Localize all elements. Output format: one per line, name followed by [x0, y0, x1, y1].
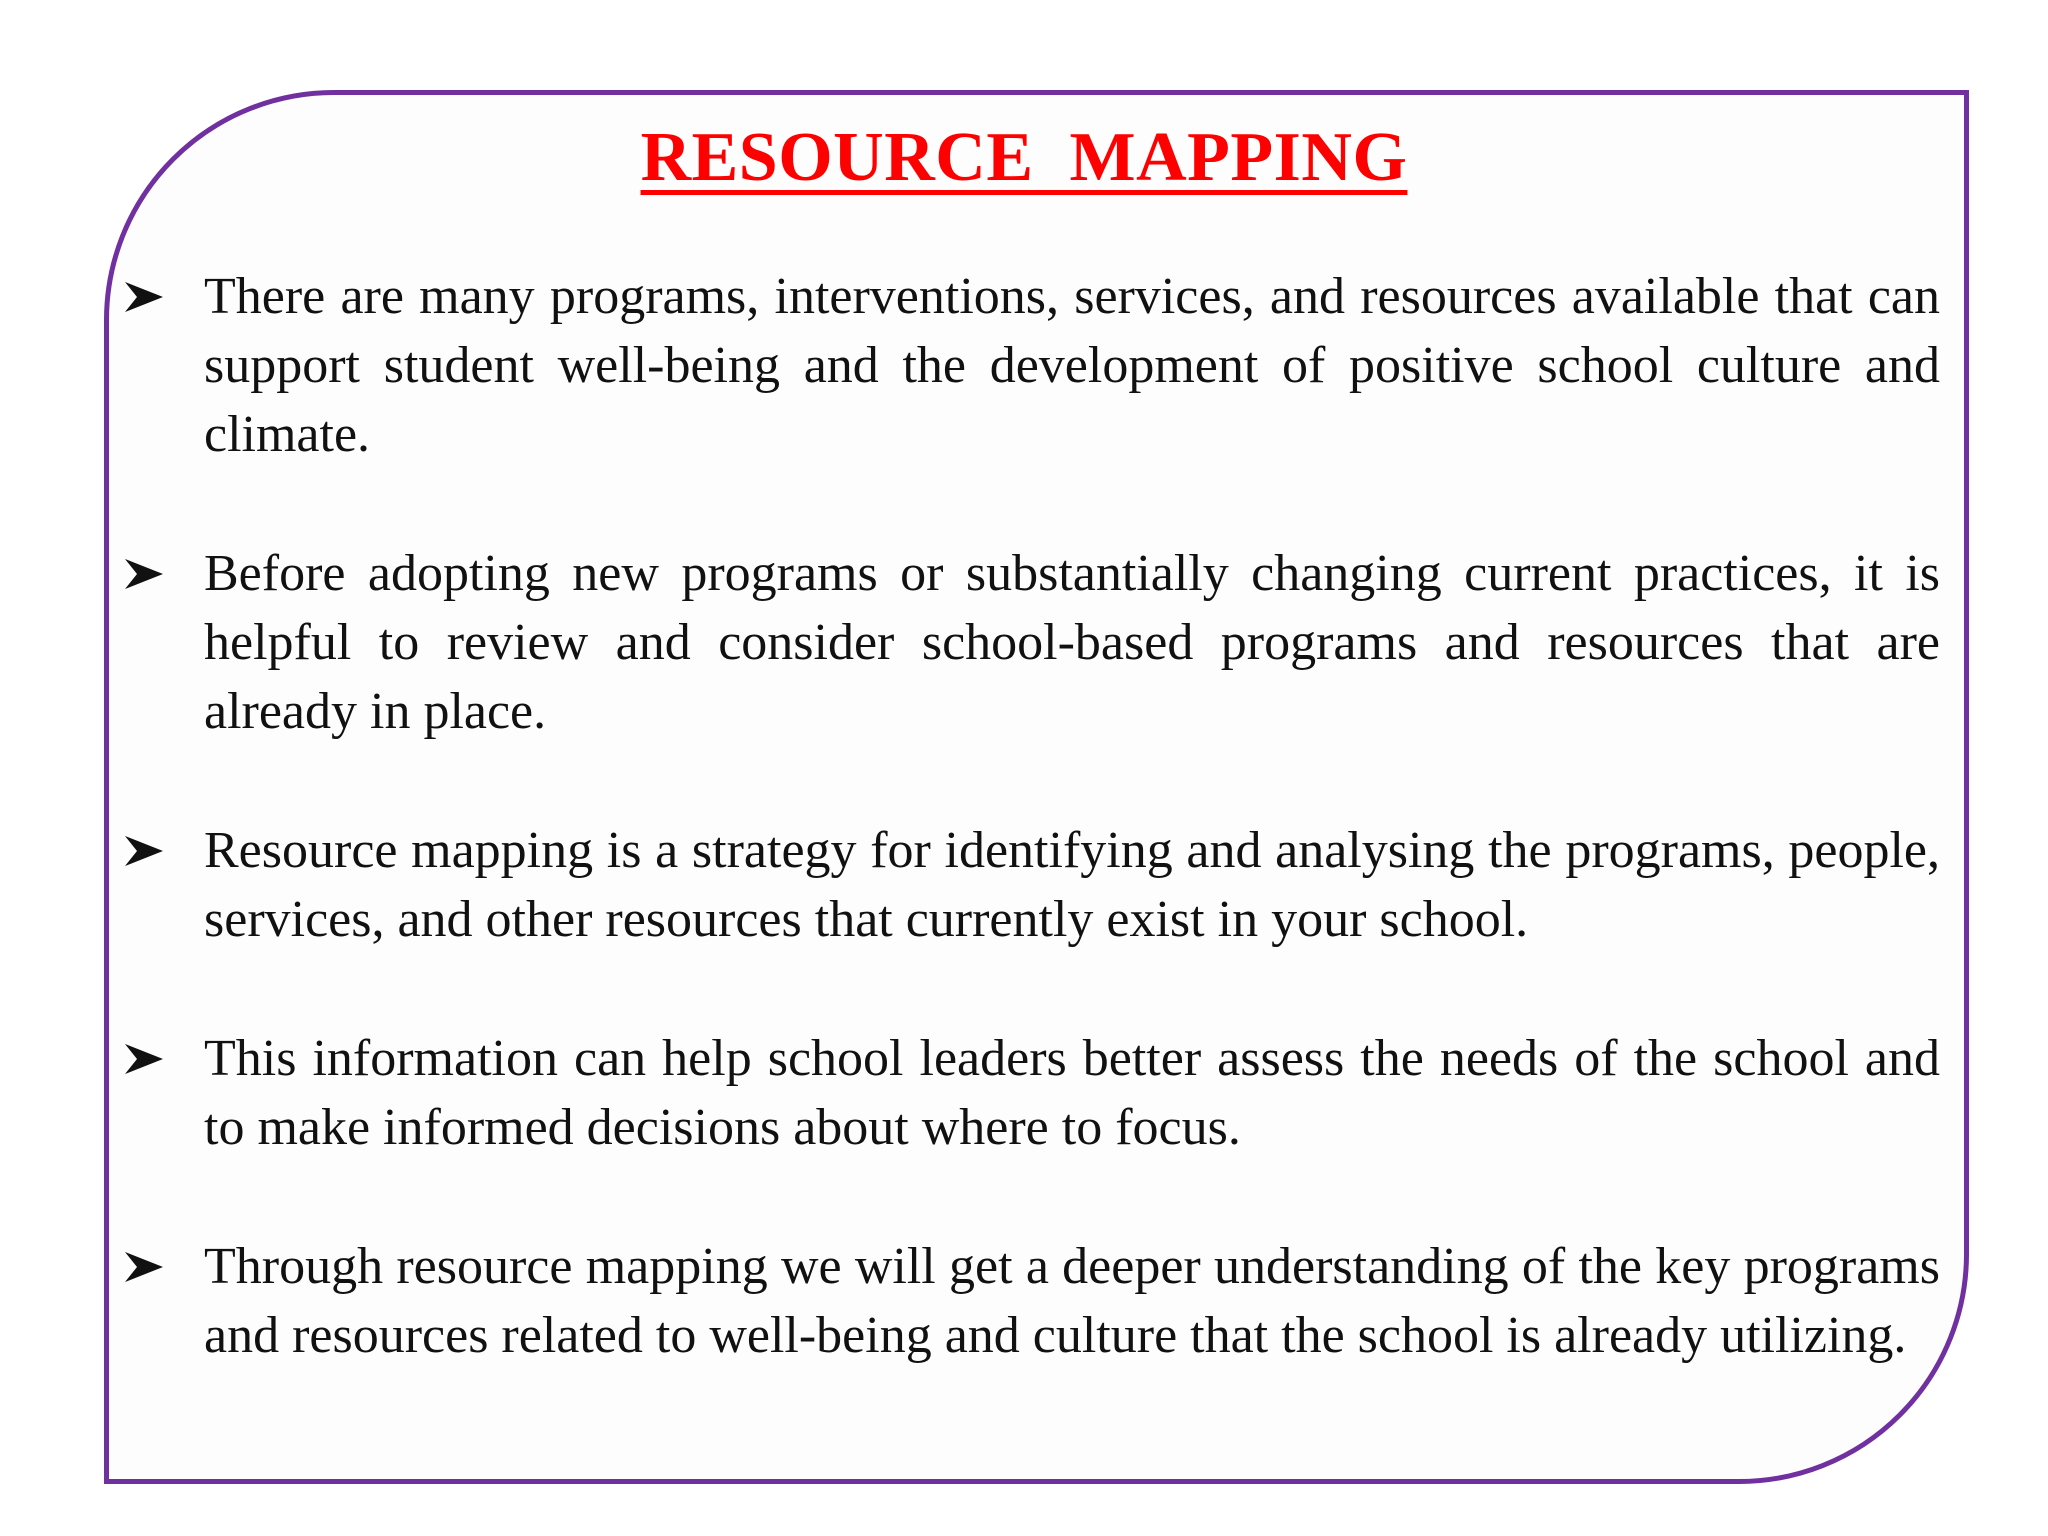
- bullet-list: [125, 262, 1940, 1370]
- slide-title-text: RESOURCE MAPPING: [640, 119, 1408, 196]
- arrowhead-bullet-icon: [125, 262, 165, 331]
- arrowhead-bullet-icon: [125, 1232, 165, 1301]
- arrowhead-bullet-icon: [125, 1024, 165, 1093]
- bullet-text: This information can help school leaders better assess the needs of the school and to make informed decisions about where to focus.: [204, 1030, 1940, 1156]
- bullet-item: [125, 1232, 1940, 1370]
- bullet-item: [125, 539, 1940, 746]
- bullet-item: [125, 1024, 1940, 1162]
- bullet-text: Through resource mapping we will get a deeper understanding of the key programs and resources related to well-being and culture that the school is already utilizing.: [204, 1238, 1940, 1364]
- slide-title: [0, 118, 2048, 198]
- bullet-item: [125, 262, 1940, 469]
- bullet-text: Before adopting new programs or substantially changing current practices, it is helpful to review and consider school-based programs and resources that are already in place.: [204, 545, 1940, 740]
- arrowhead-bullet-icon: [125, 539, 165, 608]
- bullet-text: There are many programs, interventions, services, and resources available that can support student well-being and the development of positive school culture and climate.: [204, 268, 1940, 463]
- bullet-item: [125, 816, 1940, 954]
- bullet-text: Resource mapping is a strategy for identifying and analysing the programs, people, services, and other resources that currently exist in your school.: [204, 822, 1940, 948]
- arrowhead-bullet-icon: [125, 816, 165, 885]
